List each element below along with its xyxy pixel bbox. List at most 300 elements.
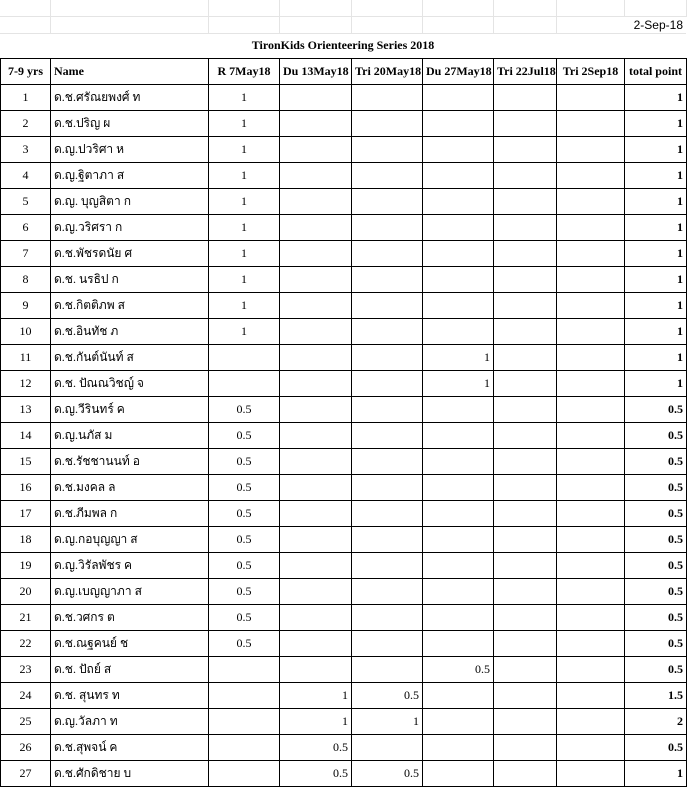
cell-du13may18[interactable] <box>280 111 352 137</box>
cell-tri20may18[interactable]: 0.5 <box>352 683 423 709</box>
cell-name[interactable]: ด.ญ.วริศรา ก <box>51 215 209 241</box>
cell-r7may18[interactable] <box>209 657 280 683</box>
cell-name[interactable]: ด.ญ.กอบุญญา ส <box>51 527 209 553</box>
cell-du13may18[interactable] <box>280 241 352 267</box>
cell-r7may18[interactable]: 0.5 <box>209 423 280 449</box>
cell-tri2sep18[interactable] <box>557 241 625 267</box>
cell-du13may18[interactable]: 1 <box>280 709 352 735</box>
cell-du27may18[interactable] <box>423 189 494 215</box>
cell-rank[interactable]: 19 <box>1 553 51 579</box>
cell-name[interactable]: ด.ช.รัชชานนท์ อ <box>51 449 209 475</box>
table-row <box>1 657 687 683</box>
grid-cell[interactable] <box>422 0 493 17</box>
cell-du13may18[interactable] <box>280 423 352 449</box>
table-row <box>1 527 687 553</box>
cell-tri22jul18[interactable] <box>494 163 557 189</box>
cell-tri20may18[interactable] <box>352 293 423 319</box>
cell-total-point[interactable]: 1 <box>625 85 687 111</box>
grid-cell[interactable] <box>351 0 422 17</box>
table-row <box>1 189 687 215</box>
cell-tri2sep18[interactable] <box>557 319 625 345</box>
cell-du13may18[interactable] <box>280 371 352 397</box>
table-header-row <box>1 59 687 85</box>
cell-tri22jul18[interactable] <box>494 735 557 761</box>
table-row <box>1 397 687 423</box>
cell-rank[interactable]: 22 <box>1 631 51 657</box>
cell-name[interactable]: ด.ช.ศรัณยพงศ์ ท <box>51 85 209 111</box>
cell-r7may18[interactable]: 1 <box>209 189 280 215</box>
cell-du27may18[interactable] <box>423 501 494 527</box>
cell-tri20may18[interactable] <box>352 163 423 189</box>
column-header-tri22jul18[interactable]: Tri 22Jul18 <box>494 59 557 85</box>
cell-name[interactable]: ด.ญ.ปวริศา ห <box>51 137 209 163</box>
table-row <box>1 735 687 761</box>
cell-tri22jul18[interactable] <box>494 319 557 345</box>
cell-tri20may18[interactable] <box>352 553 423 579</box>
cell-du13may18[interactable] <box>280 657 352 683</box>
cell-r7may18[interactable] <box>209 345 280 371</box>
table-row <box>1 137 687 163</box>
cell-du13may18[interactable] <box>280 631 352 657</box>
cell-r7may18[interactable]: 1 <box>209 319 280 345</box>
cell-du27may18[interactable] <box>423 137 494 163</box>
grid-cell[interactable] <box>624 0 686 17</box>
cell-du27may18[interactable] <box>423 735 494 761</box>
cell-r7may18[interactable]: 1 <box>209 241 280 267</box>
cell-tri2sep18[interactable] <box>557 761 625 787</box>
cell-total-point[interactable]: 0.5 <box>625 423 687 449</box>
cell-total-point[interactable]: 0.5 <box>625 631 687 657</box>
cell-total-point[interactable]: 1 <box>625 345 687 371</box>
cell-tri20may18[interactable] <box>352 579 423 605</box>
cell-name[interactable]: ด.ช.ภีมพล ก <box>51 501 209 527</box>
cell-du13may18[interactable] <box>280 267 352 293</box>
cell-tri2sep18[interactable] <box>557 657 625 683</box>
cell-r7may18[interactable] <box>209 683 280 709</box>
cell-tri2sep18[interactable] <box>557 423 625 449</box>
cell-rank[interactable]: 23 <box>1 657 51 683</box>
table-row <box>1 761 687 787</box>
cell-rank[interactable]: 8 <box>1 267 51 293</box>
cell-tri22jul18[interactable] <box>494 215 557 241</box>
cell-tri20may18[interactable] <box>352 527 423 553</box>
cell-name[interactable]: ด.ช.อินทัช ภ <box>51 319 209 345</box>
cell-tri20may18[interactable] <box>352 605 423 631</box>
cell-du13may18[interactable] <box>280 319 352 345</box>
cell-name[interactable]: ด.ช.มงคล ล <box>51 475 209 501</box>
cell-rank[interactable]: 12 <box>1 371 51 397</box>
cell-name[interactable]: ด.ช.ศักดิชาย บ <box>51 761 209 787</box>
cell-du27may18[interactable] <box>423 475 494 501</box>
cell-tri2sep18[interactable] <box>557 267 625 293</box>
cell-total-point[interactable]: 1 <box>625 293 687 319</box>
cell-tri22jul18[interactable] <box>494 267 557 293</box>
cell-du13may18[interactable]: 0.5 <box>280 761 352 787</box>
cell-name[interactable]: ด.ช. นรธิป ก <box>51 267 209 293</box>
cell-name[interactable]: ด.ช.สุพจน์ ค <box>51 735 209 761</box>
cell-tri2sep18[interactable] <box>557 293 625 319</box>
cell-name[interactable]: ด.ญ.นภัส ม <box>51 423 209 449</box>
cell-r7may18[interactable]: 0.5 <box>209 631 280 657</box>
column-header-age-group[interactable]: 7-9 yrs <box>1 59 51 85</box>
grid-cell[interactable] <box>50 17 208 34</box>
cell-rank[interactable]: 9 <box>1 293 51 319</box>
cell-tri2sep18[interactable] <box>557 553 625 579</box>
cell-tri2sep18[interactable] <box>557 163 625 189</box>
cell-du27may18[interactable] <box>423 267 494 293</box>
cell-du13may18[interactable]: 1 <box>280 683 352 709</box>
cell-tri20may18[interactable] <box>352 397 423 423</box>
grid-cell[interactable] <box>493 17 556 34</box>
cell-tri22jul18[interactable] <box>494 397 557 423</box>
cell-name[interactable]: ด.ญ. บุญสิตา ก <box>51 189 209 215</box>
cell-tri22jul18[interactable] <box>494 189 557 215</box>
cell-total-point[interactable]: 1 <box>625 137 687 163</box>
column-header-r7may18[interactable]: R 7May18 <box>209 59 280 85</box>
cell-du27may18[interactable] <box>423 215 494 241</box>
grid-cell[interactable] <box>556 0 624 17</box>
results-table <box>0 58 687 787</box>
cell-rank[interactable]: 6 <box>1 215 51 241</box>
cell-total-point[interactable]: 0.5 <box>625 475 687 501</box>
cell-total-point[interactable]: 0.5 <box>625 553 687 579</box>
cell-du27may18[interactable] <box>423 553 494 579</box>
cell-tri2sep18[interactable] <box>557 605 625 631</box>
cell-du27may18[interactable] <box>423 293 494 319</box>
cell-rank[interactable]: 27 <box>1 761 51 787</box>
cell-total-point[interactable]: 0.5 <box>625 579 687 605</box>
cell-tri20may18[interactable] <box>352 449 423 475</box>
cell-rank[interactable]: 11 <box>1 345 51 371</box>
cell-r7may18[interactable]: 1 <box>209 137 280 163</box>
grid-cell[interactable] <box>279 17 351 34</box>
cell-tri22jul18[interactable] <box>494 475 557 501</box>
cell-rank[interactable]: 15 <box>1 449 51 475</box>
cell-du27may18[interactable] <box>423 761 494 787</box>
cell-total-point[interactable]: 1 <box>625 215 687 241</box>
results-table-body <box>1 59 687 787</box>
cell-tri20may18[interactable] <box>352 111 423 137</box>
cell-du27may18[interactable] <box>423 397 494 423</box>
cell-tri2sep18[interactable] <box>557 345 625 371</box>
cell-r7may18[interactable]: 1 <box>209 267 280 293</box>
cell-du13may18[interactable] <box>280 163 352 189</box>
cell-tri20may18[interactable] <box>352 85 423 111</box>
cell-total-point[interactable]: 0.5 <box>625 527 687 553</box>
cell-name[interactable]: ด.ช.วศกร ต <box>51 605 209 631</box>
cell-tri22jul18[interactable] <box>494 85 557 111</box>
cell-tri20may18[interactable]: 0.5 <box>352 761 423 787</box>
cell-tri20may18[interactable] <box>352 501 423 527</box>
cell-name[interactable]: ด.ช.กิตติภพ ส <box>51 293 209 319</box>
cell-tri2sep18[interactable] <box>557 527 625 553</box>
cell-tri22jul18[interactable] <box>494 293 557 319</box>
table-row <box>1 267 687 293</box>
cell-tri2sep18[interactable] <box>557 709 625 735</box>
cell-rank[interactable]: 18 <box>1 527 51 553</box>
cell-r7may18[interactable]: 0.5 <box>209 501 280 527</box>
cell-du27may18[interactable] <box>423 709 494 735</box>
cell-du27may18[interactable] <box>423 111 494 137</box>
cell-du13may18[interactable] <box>280 397 352 423</box>
cell-name[interactable]: ด.ช.กันต์นันท์ ส <box>51 345 209 371</box>
cell-du27may18[interactable] <box>423 241 494 267</box>
table-row <box>1 501 687 527</box>
cell-tri2sep18[interactable] <box>557 137 625 163</box>
cell-tri22jul18[interactable] <box>494 761 557 787</box>
cell-du27may18[interactable] <box>423 579 494 605</box>
cell-tri22jul18[interactable] <box>494 345 557 371</box>
cell-total-point[interactable]: 1 <box>625 163 687 189</box>
cell-rank[interactable]: 21 <box>1 605 51 631</box>
cell-du27may18[interactable] <box>423 605 494 631</box>
table-row <box>1 605 687 631</box>
cell-total-point[interactable]: 0.5 <box>625 449 687 475</box>
cell-rank[interactable]: 2 <box>1 111 51 137</box>
grid-cell[interactable] <box>0 17 50 34</box>
cell-du13may18[interactable] <box>280 501 352 527</box>
cell-tri22jul18[interactable] <box>494 423 557 449</box>
sheet-title[interactable]: TironKids Orienteering Series 2018 <box>251 38 435 52</box>
cell-tri2sep18[interactable] <box>557 215 625 241</box>
table-row <box>1 163 687 189</box>
cell-name[interactable]: ด.ญ.เบญญาภา ส <box>51 579 209 605</box>
grid-cell[interactable] <box>493 0 556 17</box>
cell-tri2sep18[interactable] <box>557 111 625 137</box>
column-header-du27may18[interactable]: Du 27May18 <box>423 59 494 85</box>
grid-cell[interactable] <box>351 17 422 34</box>
cell-tri22jul18[interactable] <box>494 449 557 475</box>
cell-du13may18[interactable] <box>280 215 352 241</box>
cell-tri20may18[interactable] <box>352 423 423 449</box>
cell-rank[interactable]: 26 <box>1 735 51 761</box>
cell-rank[interactable]: 3 <box>1 137 51 163</box>
cell-tri20may18[interactable] <box>352 345 423 371</box>
cell-tri2sep18[interactable] <box>557 189 625 215</box>
cell-tri2sep18[interactable] <box>557 735 625 761</box>
cell-tri20may18[interactable]: 1 <box>352 709 423 735</box>
cell-total-point[interactable]: 1.5 <box>625 683 687 709</box>
column-header-total-point[interactable]: total point <box>625 59 687 85</box>
cell-rank[interactable]: 7 <box>1 241 51 267</box>
table-row <box>1 319 687 345</box>
cell-du13may18[interactable] <box>280 475 352 501</box>
cell-du13may18[interactable] <box>280 293 352 319</box>
table-row <box>1 709 687 735</box>
cell-tri2sep18[interactable] <box>557 449 625 475</box>
cell-r7may18[interactable]: 1 <box>209 293 280 319</box>
cell-name[interactable]: ด.ญ.วัลภา ท <box>51 709 209 735</box>
cell-tri22jul18[interactable] <box>494 657 557 683</box>
table-row <box>1 293 687 319</box>
cell-total-point[interactable]: 1 <box>625 111 687 137</box>
cell-tri20may18[interactable] <box>352 215 423 241</box>
cell-r7may18[interactable]: 0.5 <box>209 553 280 579</box>
table-row <box>1 553 687 579</box>
cell-total-point[interactable]: 1 <box>625 761 687 787</box>
cell-total-point[interactable]: 1 <box>625 189 687 215</box>
cell-r7may18[interactable]: 1 <box>209 215 280 241</box>
cell-tri20may18[interactable] <box>352 475 423 501</box>
sheet-top-grid <box>0 0 687 34</box>
cell-rank[interactable]: 17 <box>1 501 51 527</box>
cell-du27may18[interactable] <box>423 319 494 345</box>
cell-du27may18[interactable]: 1 <box>423 371 494 397</box>
cell-r7may18[interactable] <box>209 735 280 761</box>
cell-du13may18[interactable] <box>280 579 352 605</box>
cell-r7may18[interactable]: 0.5 <box>209 605 280 631</box>
cell-total-point[interactable]: 1 <box>625 267 687 293</box>
cell-tri20may18[interactable] <box>352 319 423 345</box>
cell-tri2sep18[interactable] <box>557 501 625 527</box>
cell-name[interactable]: ด.ญ.ฐิตาภา ส <box>51 163 209 189</box>
cell-du27may18[interactable] <box>423 527 494 553</box>
cell-rank[interactable]: 4 <box>1 163 51 189</box>
grid-cell[interactable] <box>50 0 208 17</box>
column-header-name[interactable]: Name <box>51 59 209 85</box>
table-row <box>1 475 687 501</box>
cell-tri22jul18[interactable] <box>494 501 557 527</box>
grid-cell[interactable] <box>422 17 493 34</box>
grid-cell[interactable] <box>208 17 279 34</box>
table-row <box>1 215 687 241</box>
table-row <box>1 241 687 267</box>
cell-tri22jul18[interactable] <box>494 527 557 553</box>
cell-name[interactable]: ด.ช. ปัณณวิชญ์ จ <box>51 371 209 397</box>
cell-du27may18[interactable] <box>423 85 494 111</box>
cell-rank[interactable]: 10 <box>1 319 51 345</box>
cell-tri22jul18[interactable] <box>494 111 557 137</box>
cell-tri20may18[interactable] <box>352 735 423 761</box>
cell-du27may18[interactable] <box>423 683 494 709</box>
cell-r7may18[interactable]: 0.5 <box>209 449 280 475</box>
cell-tri2sep18[interactable] <box>557 683 625 709</box>
column-header-du13may18[interactable]: Du 13May18 <box>280 59 352 85</box>
cell-total-point[interactable]: 1 <box>625 241 687 267</box>
cell-tri22jul18[interactable] <box>494 553 557 579</box>
cell-r7may18[interactable]: 0.5 <box>209 527 280 553</box>
cell-name[interactable]: ด.ช. ปัถย์ ส <box>51 657 209 683</box>
cell-du13may18[interactable] <box>280 189 352 215</box>
cell-r7may18[interactable]: 0.5 <box>209 397 280 423</box>
cell-r7may18[interactable]: 1 <box>209 85 280 111</box>
cell-tri22jul18[interactable] <box>494 631 557 657</box>
cell-tri2sep18[interactable] <box>557 631 625 657</box>
cell-du27may18[interactable]: 1 <box>423 345 494 371</box>
cell-du27may18[interactable] <box>423 449 494 475</box>
grid-cell[interactable] <box>279 0 351 17</box>
cell-tri2sep18[interactable] <box>557 85 625 111</box>
cell-rank[interactable]: 14 <box>1 423 51 449</box>
cell-du27may18[interactable] <box>423 631 494 657</box>
cell-du27may18[interactable] <box>423 423 494 449</box>
cell-du13may18[interactable] <box>280 605 352 631</box>
cell-tri20may18[interactable] <box>352 657 423 683</box>
cell-r7may18[interactable]: 0.5 <box>209 475 280 501</box>
cell-tri2sep18[interactable] <box>557 579 625 605</box>
grid-cell[interactable] <box>0 0 50 17</box>
cell-name[interactable]: ด.ญ.วีรินทร์ ค <box>51 397 209 423</box>
cell-tri20may18[interactable] <box>352 267 423 293</box>
cell-r7may18[interactable]: 0.5 <box>209 579 280 605</box>
report-date[interactable]: 2-Sep-18 <box>556 17 686 34</box>
cell-rank[interactable]: 20 <box>1 579 51 605</box>
cell-du13may18[interactable]: 0.5 <box>280 735 352 761</box>
cell-tri20may18[interactable] <box>352 241 423 267</box>
cell-total-point[interactable]: 0.5 <box>625 735 687 761</box>
cell-r7may18[interactable] <box>209 761 280 787</box>
cell-rank[interactable]: 5 <box>1 189 51 215</box>
cell-du27may18[interactable]: 0.5 <box>423 657 494 683</box>
table-row <box>1 85 687 111</box>
table-row <box>1 683 687 709</box>
cell-name[interactable]: ด.ช.พัชรดนัย ศ <box>51 241 209 267</box>
cell-tri22jul18[interactable] <box>494 605 557 631</box>
cell-rank[interactable]: 24 <box>1 683 51 709</box>
cell-tri2sep18[interactable] <box>557 371 625 397</box>
cell-tri2sep18[interactable] <box>557 397 625 423</box>
cell-du13may18[interactable] <box>280 85 352 111</box>
table-row <box>1 579 687 605</box>
cell-tri22jul18[interactable] <box>494 137 557 163</box>
cell-tri22jul18[interactable] <box>494 709 557 735</box>
cell-du13may18[interactable] <box>280 345 352 371</box>
cell-du13may18[interactable] <box>280 553 352 579</box>
cell-tri22jul18[interactable] <box>494 683 557 709</box>
cell-tri2sep18[interactable] <box>557 475 625 501</box>
cell-rank[interactable]: 13 <box>1 397 51 423</box>
table-row <box>1 111 687 137</box>
cell-tri20may18[interactable] <box>352 189 423 215</box>
cell-du13may18[interactable] <box>280 137 352 163</box>
table-row <box>1 449 687 475</box>
column-header-tri2sep18[interactable]: Tri 2Sep18 <box>557 59 625 85</box>
cell-r7may18[interactable]: 1 <box>209 111 280 137</box>
cell-total-point[interactable]: 0.5 <box>625 605 687 631</box>
cell-total-point[interactable]: 0.5 <box>625 657 687 683</box>
grid-cell[interactable] <box>208 0 279 17</box>
cell-total-point[interactable]: 0.5 <box>625 397 687 423</box>
cell-r7may18[interactable] <box>209 709 280 735</box>
cell-r7may18[interactable] <box>209 371 280 397</box>
cell-du13may18[interactable] <box>280 527 352 553</box>
cell-tri20may18[interactable] <box>352 371 423 397</box>
cell-tri22jul18[interactable] <box>494 371 557 397</box>
cell-tri22jul18[interactable] <box>494 579 557 605</box>
cell-rank[interactable]: 1 <box>1 85 51 111</box>
cell-total-point[interactable]: 0.5 <box>625 501 687 527</box>
cell-tri20may18[interactable] <box>352 631 423 657</box>
cell-name[interactable]: ด.ช.ปริญ ผ <box>51 111 209 137</box>
cell-total-point[interactable]: 1 <box>625 371 687 397</box>
cell-name[interactable]: ด.ญ.วิรัลพัชร ค <box>51 553 209 579</box>
cell-rank[interactable]: 25 <box>1 709 51 735</box>
table-row <box>1 371 687 397</box>
table-row <box>1 345 687 371</box>
cell-du27may18[interactable] <box>423 163 494 189</box>
table-row <box>1 631 687 657</box>
cell-tri22jul18[interactable] <box>494 241 557 267</box>
cell-total-point[interactable]: 1 <box>625 319 687 345</box>
cell-total-point[interactable]: 2 <box>625 709 687 735</box>
cell-rank[interactable]: 16 <box>1 475 51 501</box>
cell-du13may18[interactable] <box>280 449 352 475</box>
column-header-tri20may18[interactable]: Tri 20May18 <box>352 59 423 85</box>
cell-tri20may18[interactable] <box>352 137 423 163</box>
cell-name[interactable]: ด.ช.ณฐคนย์ ช <box>51 631 209 657</box>
cell-r7may18[interactable]: 1 <box>209 163 280 189</box>
cell-name[interactable]: ด.ช. สุนทร ท <box>51 683 209 709</box>
